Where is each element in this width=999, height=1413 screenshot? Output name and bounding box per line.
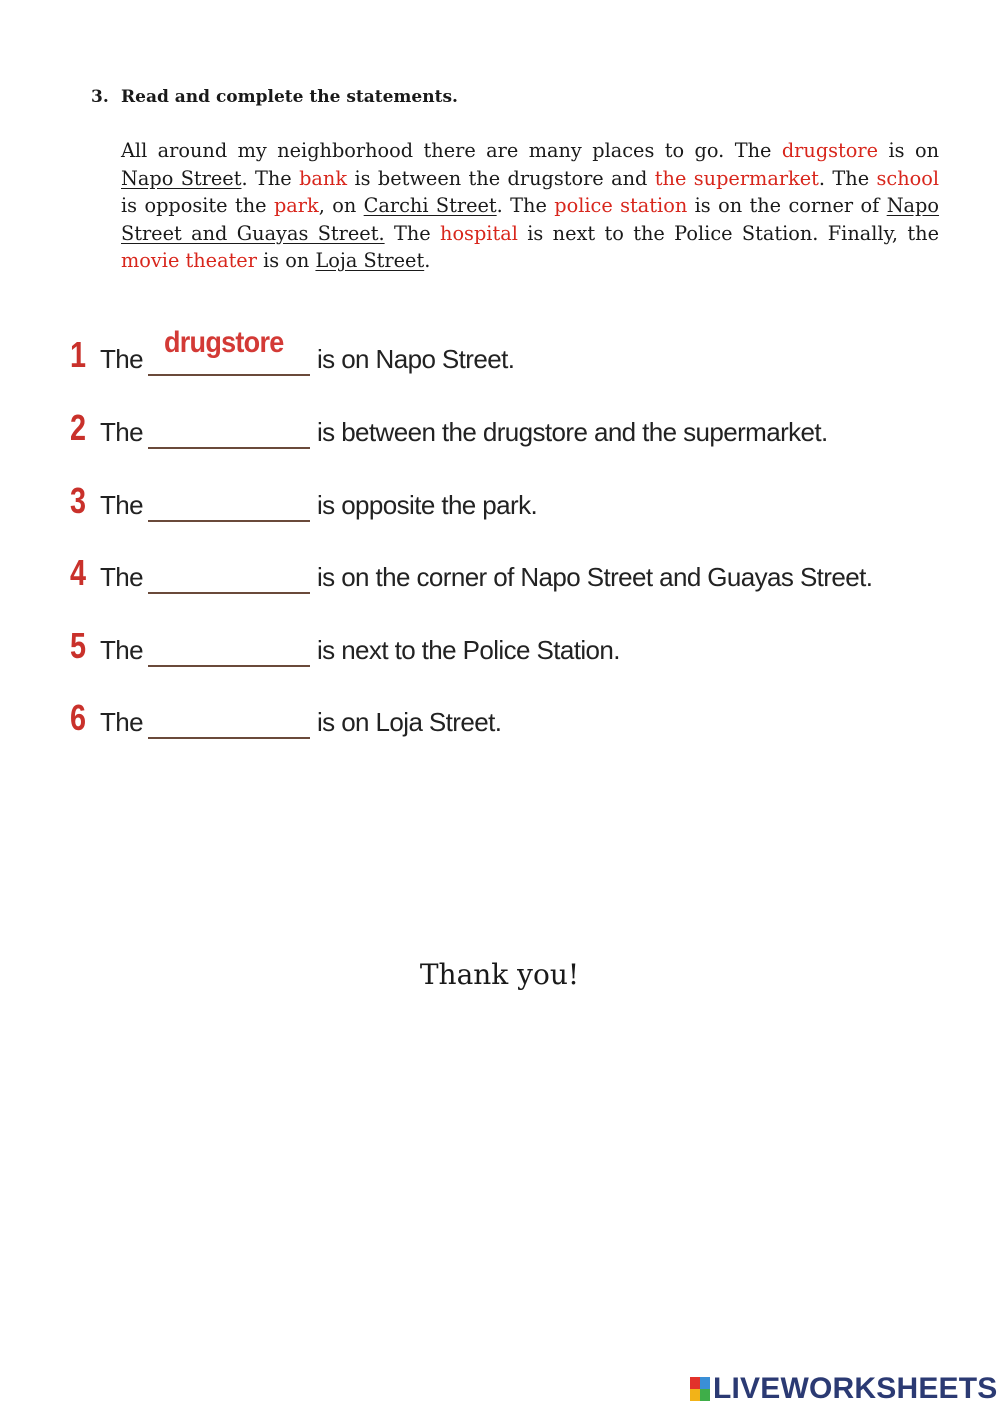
text-run: is next to the Police Station. Finally, the [517, 221, 939, 245]
brand-name: LIVEWORKSHEETS [713, 1372, 998, 1405]
filled-answer: drugstore [164, 326, 284, 359]
item-article: The [100, 417, 144, 447]
text-run: is on [256, 249, 316, 272]
street-carchi: Carchi Street [363, 194, 497, 217]
item-article: The [100, 707, 144, 737]
item-article: The [100, 490, 144, 520]
item-text: is on Napo Street. [317, 344, 515, 374]
answer-blank[interactable] [148, 719, 310, 739]
liveworksheets-mark-icon [690, 1377, 710, 1401]
street-napo-guayas: Napo Street and Guayas Street. [121, 194, 940, 245]
item-article: The [100, 344, 144, 374]
answer-blank[interactable] [148, 429, 310, 449]
item-article: The [100, 635, 144, 665]
text-run: , on [318, 194, 364, 217]
item-number: 3 [70, 480, 87, 521]
text-run: is on the corner of [687, 194, 887, 217]
answer-blank[interactable] [148, 502, 310, 522]
place-park: park [273, 194, 319, 217]
exercise-image [62, 312, 873, 760]
place-movie-theater: movie theater [121, 249, 257, 272]
item-number: 2 [70, 407, 87, 448]
item-text: is between the drugstore and the supermarket. [317, 417, 828, 447]
liveworksheets-logo [690, 1372, 998, 1406]
section-title: Read and complete the statements. [121, 87, 458, 107]
item-number: 5 [70, 625, 87, 666]
answer-blank[interactable] [148, 647, 310, 667]
item-number: 1 [70, 334, 87, 375]
text-run: . The [241, 166, 300, 190]
street-loja: Loja Street [315, 249, 425, 272]
item-number: 6 [70, 697, 87, 738]
answer-blank[interactable] [148, 574, 310, 594]
section-heading [91, 87, 458, 107]
text-run: . The [496, 194, 555, 217]
place-police-station: police station [554, 194, 688, 217]
item-article: The [100, 562, 144, 592]
item-text: is opposite the park. [317, 490, 538, 520]
item-number: 4 [70, 552, 87, 593]
text-run: The [384, 221, 441, 245]
item-text: is on the corner of Napo Street and Guayas Street. [317, 562, 873, 592]
text-run: is opposite the [121, 194, 274, 217]
place-school: school [876, 166, 940, 190]
place-supermarket: the supermarket [654, 166, 819, 190]
item-text: is on Loja Street. [317, 707, 502, 737]
text-run: . The [818, 166, 877, 190]
text-run: All around my neighborhood there are many places to go. The [121, 139, 782, 162]
text-run: . [424, 249, 431, 272]
place-hospital: hospital [440, 221, 518, 245]
place-drugstore: drugstore [781, 139, 879, 162]
item-text: is next to the Police Station. [317, 635, 620, 665]
street-napo: Napo Street [121, 166, 242, 190]
section-number: 3. [91, 87, 109, 107]
text-run: is between the drugstore and [347, 166, 655, 190]
closing-text: Thank you! [419, 958, 580, 991]
place-bank: bank [299, 166, 348, 190]
reading-paragraph [121, 137, 939, 275]
text-run: is on [878, 139, 939, 162]
